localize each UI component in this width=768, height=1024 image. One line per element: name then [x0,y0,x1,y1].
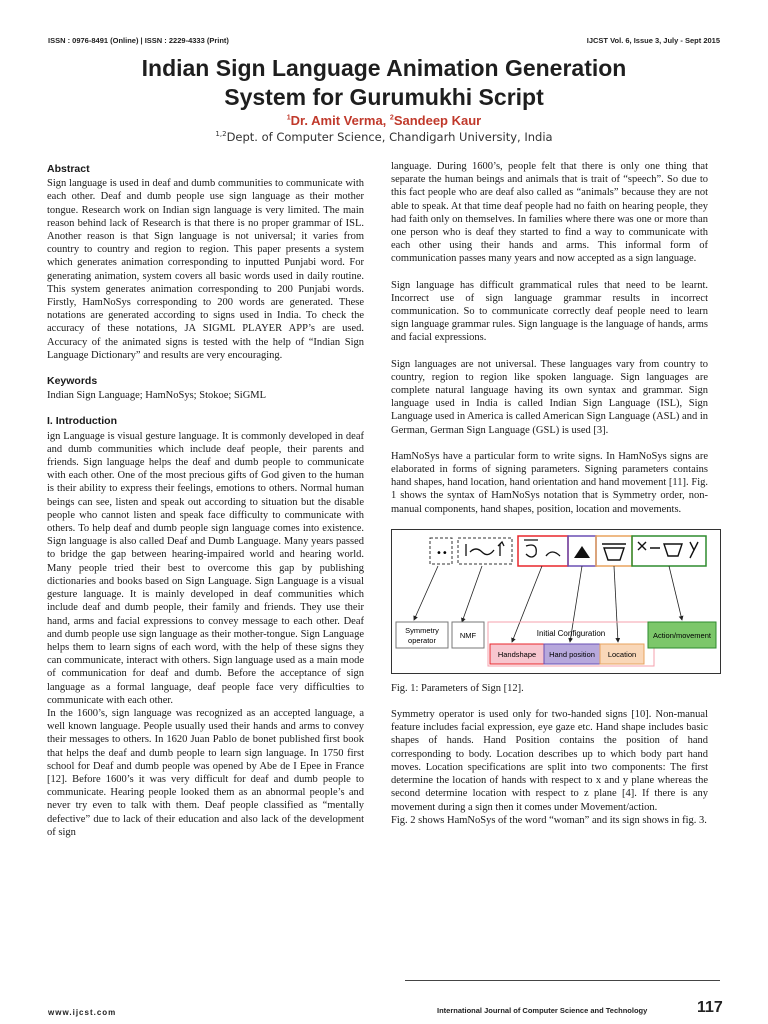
right-column [391,160,711,827]
introduction-para-1: ign Language is visual gesture language. It is commonly developed in deaf and dumb communities which include deaf people, their parents and friends. Sign language helps the deaf and dumb people to communicate with each other. One of the most precious gifts of God given to the human is their ability to express their feelings, emotions to others. Normal human beings can see, listen and speak out according to situation but the disable people who cannot listen and speak face difficulty to communicate with others. To help deaf and dumb people sign language comes into existence. Sign language is also called Deaf and Dumb Language. Many years passed to bridge the gap between hearing-impaired world and hearing world. Many people tried their best to overcome this gap by publishing dictionaries and books based on Sign Language. Sign Language is a visual gesture language. It is mainly developed in deaf communities which include deaf and dumb people, their family and friends. They use their hand, arms and facial expressions to convey message to each other. Deaf and dumb people use sign language as their mother-tongue. Sign Language helps them to learn signs of each word, with the help of these signs they can communicate, interact with others. Sign language used as a main mode of communication for deaf and dumb. Before the acceptance of sign language as a formal language, deaf people face very difficulties to communicate with each other. [47,430,364,706]
journal-issue-header: IJCST Vol. 6, Issue 3, July - Sept 2015 [586,36,720,45]
footer-journal-name: International Journal of Computer Science and Technology [437,1006,648,1015]
movement-symbol-box [632,536,706,566]
author2-mark: 2 [389,114,394,122]
author2: Sandeep Kaur [393,113,482,128]
right-para-4: HamNoSys have a particular form to write signs. In HamNoSys signs are elaborated in forms of signing parameters. Signing parameters contains hand shapes, hand location, hand orientation and hand movement [11]. Fig. 1 shows the syntax of HamNoSys notation that is Symmetry order, non-manual components, hand shapes, position, location and movements. [391,450,708,515]
action-label: Action/movement [653,630,711,640]
left-column [47,163,364,839]
affiliation [0,130,768,144]
introduction-para-2: In the 1600’s, sign language was recognized as an accepted language, a well known language. People usually used their hands and arms to convey their messages to others. In 1620 Juan Pablo de bonet published first book that helps the deaf and dumb people to learn sign language. In 1750 first school for Deaf and dumb people was opened by Abe de I Epee in France [12]. Before 1600’s it was very difficult for deaf and dumb people to communicate. Hearing people looked them as an abnormal people’s and never try even to talk with them. Deaf people classified as “mentally defective” due to lack of their education and also lack of the development of sign [47,707,364,838]
handshape-label: Handshape [497,649,537,659]
author1-mark: 1 [286,114,291,122]
page-number: 117 [697,999,723,1016]
symmetry-label-2: operator [408,635,436,645]
nmf-glyph [466,542,504,556]
affiliation-text: Dept. of Computer Science, Chandigarh University, India [226,130,553,144]
figure-1-parameters-of-sign [391,529,721,674]
initial-config-label: Initial Configuration [536,628,606,638]
title-line-1: Indian Sign Language Animation Generation [141,55,627,81]
location-label: Location [607,649,637,659]
right-para-3: Sign languages are not universal. These languages vary from country to country, region to region like spoken language. Sign languages are complete natural language having its own syntax and grammar. Sign language used in India is called Indian Sign Language (ISL), Sign Language used in America is called American Sign Language (ASL) and in German, German Sign Language (GSL) is used [3]. [391,358,708,436]
handposition-glyph [574,546,590,558]
authors [0,113,768,128]
figure-1-caption: Fig. 1: Parameters of Sign [12]. [391,682,524,694]
handshape-glyph [524,540,560,557]
right-para-2: Sign language has difficult grammatical rules that need to be learnt. Incorrect use of sign language grammar results in incorrect communication. So to communicate correctly deaf people need to learn sign language grammar rules. Sign language is the language of hands, arms and facial expressions. [391,279,708,344]
hand-position-label: Hand position [549,649,595,659]
footer-divider [405,980,720,981]
footer-url[interactable]: www.ijcst.com [48,1008,117,1017]
abstract-text: Sign language is used in deaf and dumb communities to communicate with each other. Deaf and dumb people use sign language as their mother tongue. Research work on Indian sign language is very limited. The main reason behind lack of Research is that there is no proper grammar of ISL. Another reason is that Sign language is not universal; it varies from country to country and region to region. This paper presents a system which generates animation corresponding to inputted Punjabi word. For generating animation, system covers all basic words used in daily routine. This system generates animation corresponding to 200 Punjabi words. Firstly, HamNoSys corresponding to 200 words are generated. These notations are generated according to signs used in India. To check the accuracy of these notations, JA SIGML PLAYER APP’s are used. Accuracy of the animated signs is tested with the help of “Indian Sign Language Dictionary” and results are very encouraging. [47,178,364,361]
abstract-heading: Abstract [47,163,90,175]
location-symbol-box [596,536,632,566]
affiliation-mark: 1,2 [215,130,227,139]
movement-glyph [638,542,698,558]
figure-1-diagram [392,530,720,673]
paper-title [0,54,768,112]
title-line-2: System for Gurumukhi Script [224,84,544,110]
symmetry-label-1: Symmetry [405,625,439,635]
right-para-5: Symmetry operator is used only for two-handed signs [10]. Non-manual feature includes facial expression, eye gaze etc. Hand shape includes basic shapes of hands. Hand Position contains the position of hand corresponding to body. Location describes up to which body part hand moves. Location specifications are split into two components: The first determine the location of hands with respect to x and y plane whereas the second determine location with respect to z plane [4]. If there is any movement during a sign then it comes under Movement/action. [391,709,708,813]
keywords-text: Indian Sign Language; HamNoSys; Stokoe; SiGML [47,390,267,402]
location-glyph [602,544,626,560]
issn-header: ISSN : 0976-8491 (Online) | ISSN : 2229-4333 (Print) [48,36,229,45]
keywords-heading: Keywords [47,375,98,388]
introduction-heading: I. Introduction [47,415,117,428]
right-para-1: language. During 1600’s, people felt that there is only one thing that separate the human beings and animals that is trait of “speech”. So due to this fact people who are deaf also called as “animals” because they are not able to speak. At that time deaf people had no faith on hearing people, they had faith only on themselves. In families where there was one or more than one person who is deaf they started to find a way to communicate with each other using their hands and arms. This informal form of communication passes many years and now accepted as a sign language. [391,161,708,265]
right-para-6: Fig. 2 shows HamNoSys of the word “woman” and its sign shows in fig. 3. [391,814,707,826]
nmf-label: NMF [459,630,477,640]
symmetry-glyph: •• [436,547,448,559]
author1: Dr. Amit Verma, [290,113,390,128]
